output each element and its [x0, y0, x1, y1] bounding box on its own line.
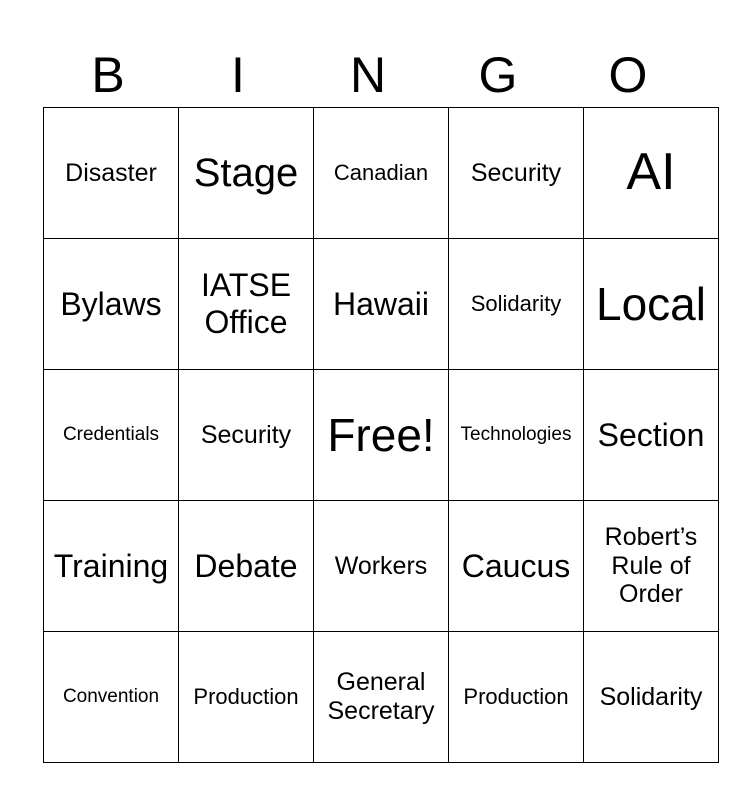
bingo-cell[interactable]: IATSE Office [179, 239, 314, 370]
bingo-board [43, 107, 719, 763]
bingo-cell[interactable]: Credentials [44, 370, 179, 501]
board-row [44, 108, 719, 239]
header-letter-b: B [91, 47, 125, 103]
bingo-cell[interactable]: Hawaii [314, 239, 449, 370]
header-letter-o: O [608, 47, 648, 103]
header-letter-g: G [478, 47, 518, 103]
bingo-cell[interactable]: Training [44, 501, 179, 632]
bingo-cell[interactable]: Local [584, 239, 719, 370]
bingo-header [43, 44, 693, 106]
bingo-cell[interactable]: Canadian [314, 108, 449, 239]
bingo-cell[interactable]: Bylaws [44, 239, 179, 370]
bingo-cell[interactable]: Disaster [44, 108, 179, 239]
bingo-cell[interactable]: Solidarity [584, 632, 719, 763]
header-letter-i: I [231, 47, 245, 103]
board-row [44, 370, 719, 501]
bingo-cell[interactable]: Robert’s Rule of Order [584, 501, 719, 632]
bingo-cell[interactable]: Production [449, 632, 584, 763]
bingo-cell[interactable]: Production [179, 632, 314, 763]
bingo-cell[interactable]: General Secretary [314, 632, 449, 763]
board-row [44, 239, 719, 370]
board-row [44, 501, 719, 632]
bingo-cell[interactable]: Caucus [449, 501, 584, 632]
free-space-cell[interactable]: Free! [314, 370, 449, 501]
header-letter-n: N [349, 47, 387, 103]
bingo-cell[interactable]: Stage [179, 108, 314, 239]
bingo-cell[interactable]: Technologies [449, 370, 584, 501]
bingo-cell[interactable]: Security [449, 108, 584, 239]
bingo-cell[interactable]: Convention [44, 632, 179, 763]
bingo-cell[interactable]: Workers [314, 501, 449, 632]
bingo-cell[interactable]: Debate [179, 501, 314, 632]
board-row [44, 632, 719, 763]
bingo-cell[interactable]: AI [584, 108, 719, 239]
bingo-cell[interactable]: Solidarity [449, 239, 584, 370]
bingo-cell[interactable]: Security [179, 370, 314, 501]
bingo-cell[interactable]: Section [584, 370, 719, 501]
